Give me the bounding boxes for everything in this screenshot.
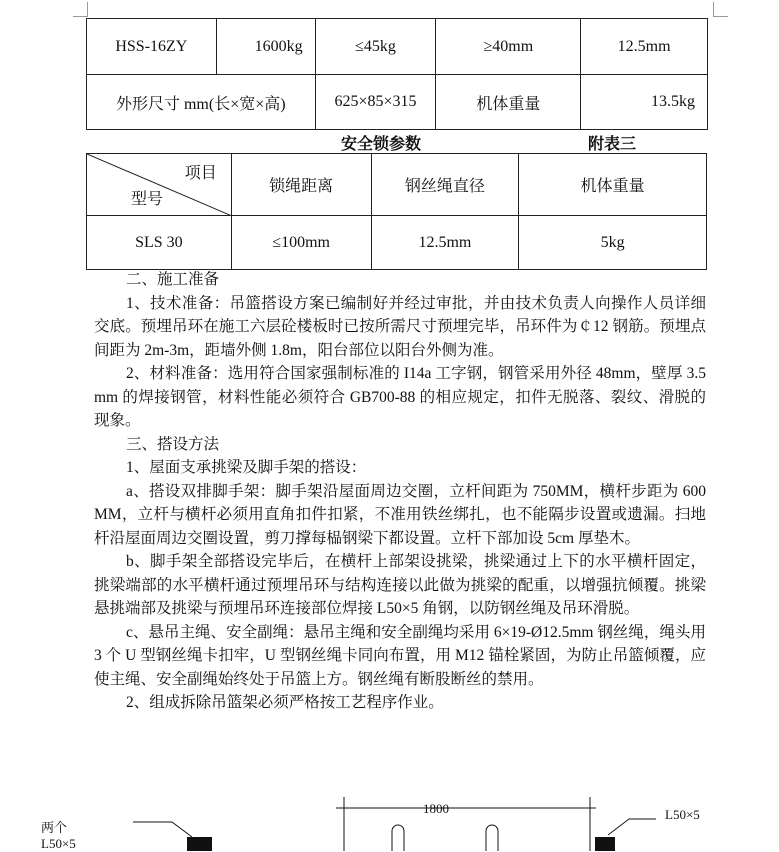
leader-slant-right bbox=[608, 819, 629, 835]
header-rope-diameter: 钢丝绳直径 bbox=[371, 154, 519, 216]
table-cell-rope-diameter: 12.5mm bbox=[581, 19, 708, 75]
table-caption-title: 安全锁参数 bbox=[341, 136, 422, 153]
paragraph-scaffold-b: b、脚手架全部搭设完毕后，在横杆上部架设挑梁，挑梁通过上下的水平横杆固定，挑梁端部的水平横杆通过预埋吊环与结构连接以此做为挑梁的配重，以增强抗倾覆。挑梁悬挑端部及挑梁与预埋吊环连接部位焊接 L50×5 角钢，以防钢丝绳及吊环滑脱。 bbox=[94, 553, 706, 617]
table-cell-rated-load: 1600kg bbox=[216, 19, 315, 75]
hoist-parameter-table bbox=[86, 18, 708, 130]
diagram-drawing bbox=[0, 795, 779, 851]
table-cell-speed: ≥40mm bbox=[436, 19, 581, 75]
table-cell-dimension-label: 外形尺寸 mm(长×宽×高) bbox=[87, 75, 316, 130]
header-lock-distance: 锁绳距离 bbox=[231, 154, 371, 216]
table-caption-annex: 附表三 bbox=[588, 136, 637, 153]
paragraph-technical-prep: 1、技术准备：吊篮搭设方案已编制好并经过审批，并由技术负责人向操作人员详细交底。预埋吊环在施工六层砼楼板时已按所需尺寸预埋完毕，吊环件为￠12 钢筋。预埋点间距为 2m-3m，距墙外侧 1.8m，阳台部位以阳台外侧为准。 bbox=[94, 294, 706, 359]
section-heading-method: 三、搭设方法 bbox=[126, 435, 220, 453]
header-model-label: 型号 bbox=[131, 191, 164, 208]
ring-symbol bbox=[392, 825, 404, 851]
leader-slant-left bbox=[172, 822, 192, 837]
document-body bbox=[94, 268, 706, 715]
table-cell-weight-label: 机体重量 bbox=[436, 75, 581, 130]
table-cell-model: SLS 30 bbox=[87, 216, 232, 270]
header-body-weight: 机体重量 bbox=[519, 154, 707, 216]
diagram-label-right: L50×5 bbox=[665, 807, 700, 822]
table-row bbox=[87, 75, 708, 130]
table-header-row bbox=[87, 154, 707, 216]
paragraph-scaffold-a: a、搭设双排脚手架：脚手架沿屋面周边交圈，立杆间距为 750MM，横杆步距为 600MM，立杆与横杆必须用直角扣件扣紧，不准用铁丝绑扎，也不能隔步设置或遗漏。扫地杆沿屋面周边交圈设置，剪刀撑每榀钢梁下都设置。立杆下部加设 5cm 厚垫木。 bbox=[94, 482, 706, 547]
paragraph-ropes-c: c、悬吊主绳、安全副绳：悬吊主绳和安全副绳均采用 6×19-Ø12.5mm 钢丝绳，绳头用 3 个 U 型钢丝绳卡扣牢，U 型钢丝绳卡同向布置，用 M12 锚栓紧固，为防止吊篮倾覆，应使主绳、安全副绳始终处于吊篮上方。钢丝绳有断股断丝的禁用。 bbox=[94, 623, 706, 688]
table-row bbox=[87, 19, 708, 75]
section-heading-preparation: 二、施工准备 bbox=[126, 271, 220, 288]
crop-mark-left bbox=[73, 2, 88, 17]
table-cell-weight-value: 13.5kg bbox=[581, 75, 708, 130]
diagonal-header-cell bbox=[87, 154, 232, 216]
angle-steel-block-left bbox=[187, 837, 212, 851]
table-cell-dimension-value: 625×85×315 bbox=[315, 75, 436, 130]
table-cell-weight-limit: ≤45kg bbox=[315, 19, 436, 75]
table-row bbox=[87, 216, 707, 270]
paragraph-roof-support: 1、屋面支承挑梁及脚手架的搭设： bbox=[126, 459, 367, 476]
ring-symbol bbox=[486, 825, 498, 851]
paragraph-dismantle: 2、组成拆除吊篮架必须严格按工艺程序作业。 bbox=[126, 694, 444, 711]
diagram-dimension-label: 1800 bbox=[423, 801, 449, 816]
angle-steel-block-right bbox=[595, 837, 615, 851]
table-cell-rope-diameter: 12.5mm bbox=[371, 216, 519, 270]
safety-lock-table bbox=[86, 153, 707, 270]
diagram-label-left: 两个 L50×5 bbox=[41, 820, 76, 851]
header-item-label: 项目 bbox=[184, 165, 217, 182]
table-cell-lock-distance: ≤100mm bbox=[231, 216, 371, 270]
table-cell-body-weight: 5kg bbox=[519, 216, 707, 270]
paragraph-material-prep: 2、材料准备：选用符合国家强制标准的 I14a 工字钢，钢管采用外径 48mm，壁厚 3.5mm 的焊接钢管，材料性能必须符合 GB700-88 的相应规定，扣件无脱落、裂纹、滑脱的现象。 bbox=[94, 365, 706, 429]
table-cell-model: HSS-16ZY bbox=[87, 19, 217, 75]
crop-mark-right bbox=[713, 2, 728, 17]
